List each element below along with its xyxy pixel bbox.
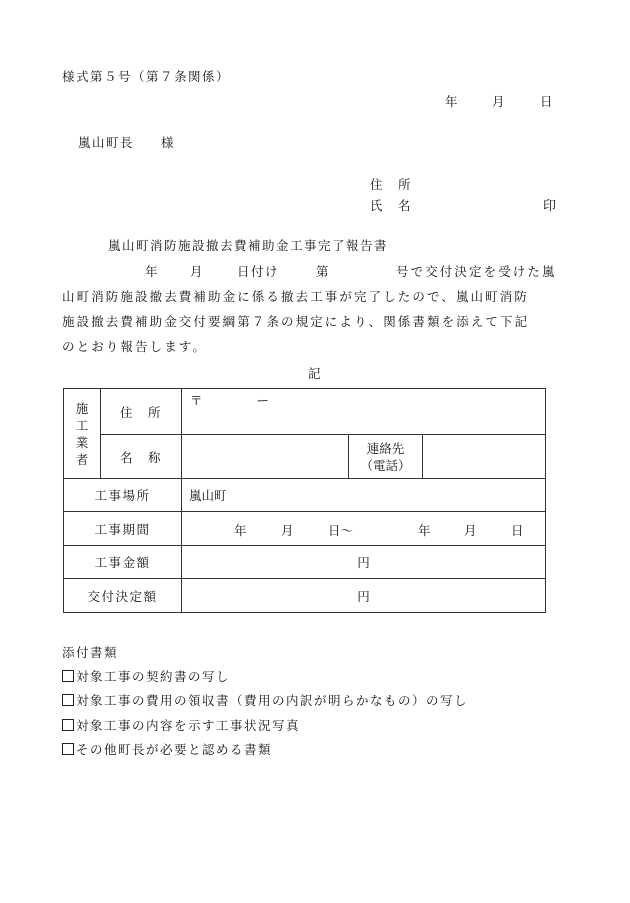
postal-dash: ー	[256, 393, 270, 408]
contractor-address-cell[interactable]	[182, 389, 546, 435]
ki-mark: 記	[308, 366, 321, 381]
seal-mark: 印	[543, 199, 557, 214]
attachments-heading: 添付書類	[62, 645, 119, 660]
form-number: 様式第５号（第７条関係）	[62, 69, 231, 84]
period-start-month: 月	[281, 523, 294, 538]
period-end-month: 月	[464, 523, 477, 538]
applicant-name-label: 氏 名	[370, 198, 413, 213]
body-number-prefix: 第	[316, 264, 329, 279]
body-line1-rest: 号で交付決定を受けた嵐	[396, 264, 557, 279]
site-label: 工事場所	[64, 479, 182, 512]
contact-label: 連絡先 （電話）	[349, 435, 423, 479]
date-month: 月	[492, 94, 505, 109]
addressee-name: 嵐山町長	[78, 135, 135, 150]
contact-phone-cell[interactable]	[423, 435, 546, 479]
contractor-name-label: 名 称	[101, 435, 182, 479]
period-cell[interactable]	[182, 512, 546, 546]
date-day: 日	[540, 94, 553, 109]
attachment-item[interactable]: 対象工事の契約書の写し	[62, 667, 230, 685]
checkbox[interactable]	[62, 719, 74, 731]
amount-unit: 円	[357, 555, 370, 570]
amount-label: 工事金額	[64, 546, 182, 579]
site-value[interactable]: 嵐山町	[182, 479, 546, 512]
body-year: 年	[145, 264, 158, 279]
period-end-day: 日	[511, 523, 524, 538]
checkbox[interactable]	[62, 694, 74, 706]
checkbox[interactable]	[62, 743, 74, 755]
body-line-2: 山町消防施設撤去費補助金に係る撤去工事が完了したので、嵐山町消防	[62, 289, 529, 304]
body-month: 月	[190, 264, 203, 279]
grant-label: 交付決定額	[64, 579, 182, 613]
postal-mark: 〒	[190, 393, 203, 408]
contractor-name-cell[interactable]	[182, 435, 349, 479]
document-title: 嵐山町消防施設撤去費補助金工事完了報告書	[108, 238, 389, 253]
body-dated: 日付け	[237, 264, 280, 279]
attachment-item[interactable]: 対象工事の内容を示す工事状況写真	[62, 716, 300, 734]
date-year: 年	[445, 94, 458, 109]
addressee-honorific: 様	[161, 135, 174, 150]
attachment-item[interactable]: 対象工事の費用の領収書（費用の内訳が明らかなもの）の写し	[62, 691, 468, 709]
attachment-item[interactable]: その他町長が必要と認める書類	[62, 740, 272, 758]
report-table	[63, 388, 546, 613]
applicant-address-label: 住 所	[370, 177, 413, 192]
grant-unit: 円	[357, 588, 370, 604]
period-start-day: 日〜	[328, 523, 354, 538]
body-line-3: 施設撤去費補助金交付要綱第７条の規定により、関係書類を添えて下記	[62, 314, 530, 329]
checkbox[interactable]	[62, 670, 74, 682]
period-end-year: 年	[418, 523, 431, 538]
period-label: 工事期間	[64, 512, 182, 546]
period-start-year: 年	[234, 523, 247, 538]
contractor-vertical-label: 施 工 業 者	[64, 389, 101, 479]
grant-cell[interactable]	[182, 579, 546, 613]
contractor-address-label: 住 所	[101, 389, 182, 435]
amount-cell[interactable]	[182, 546, 546, 579]
body-line-4: のとおり報告します。	[62, 339, 208, 354]
